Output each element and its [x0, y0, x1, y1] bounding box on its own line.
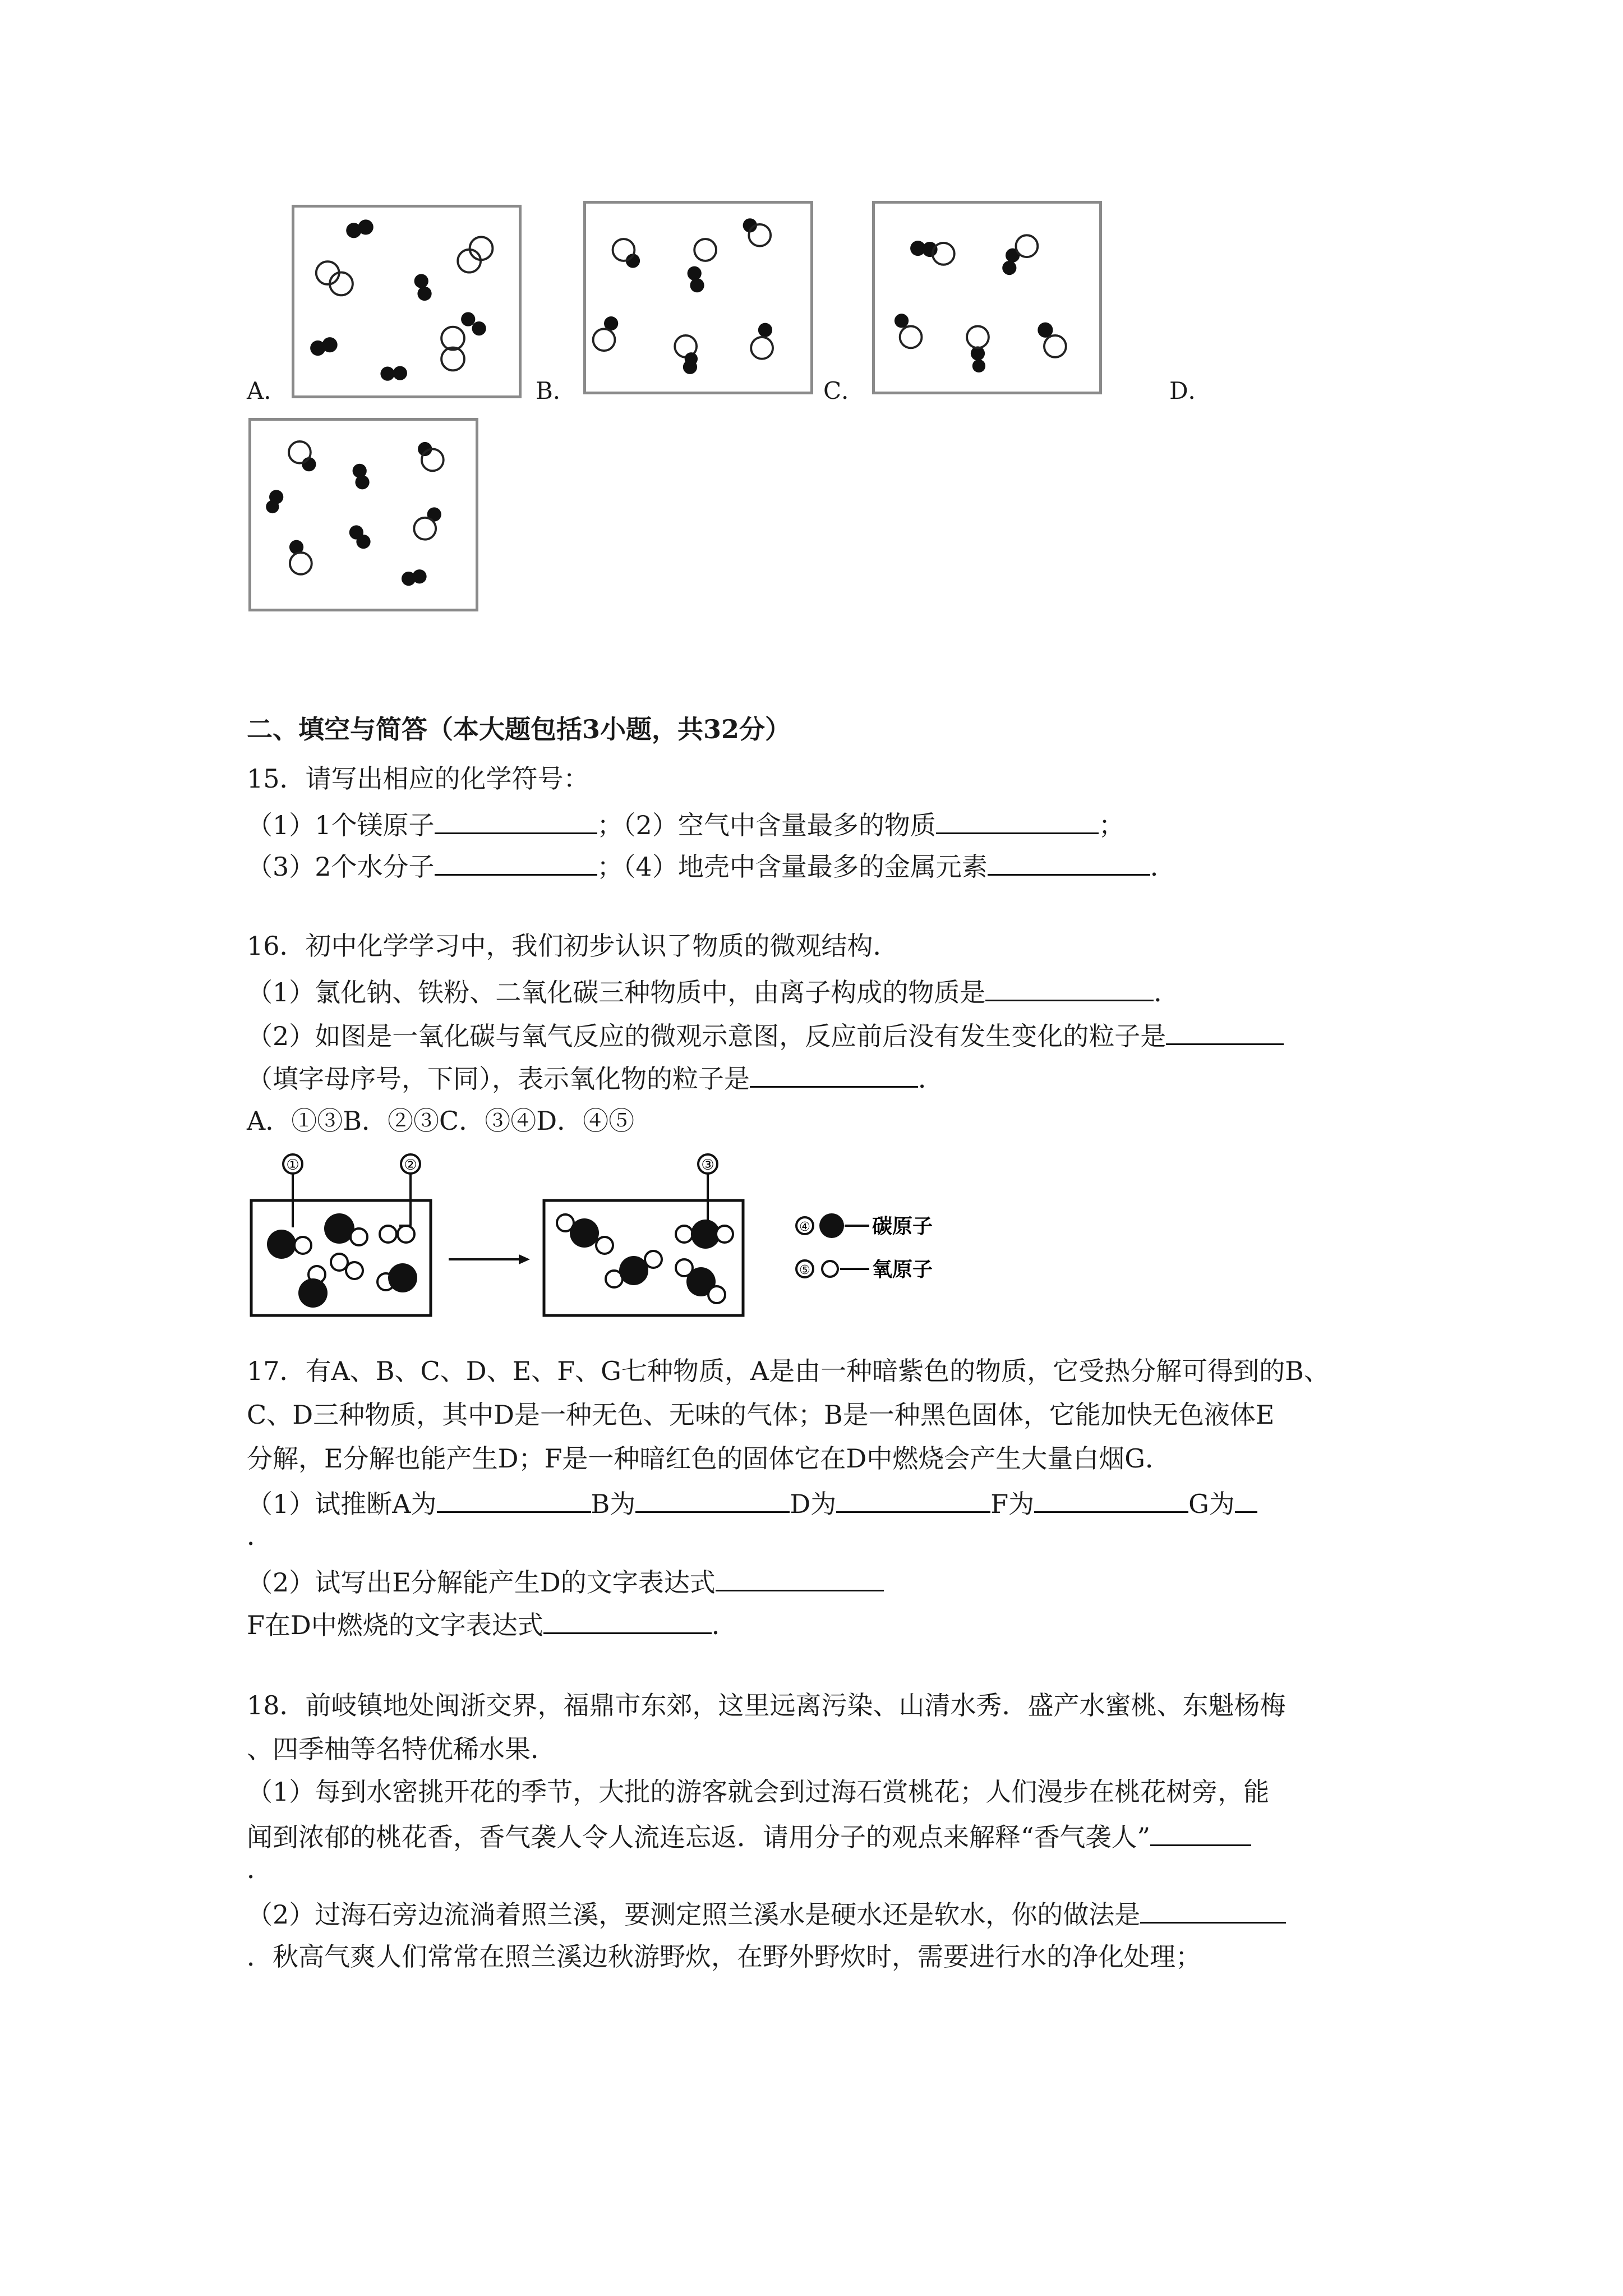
option-c-diagram	[872, 201, 1102, 394]
q15-sep2: ；	[597, 852, 623, 882]
q16-blank2[interactable]	[1166, 1016, 1284, 1045]
q17-p2b-end: ．	[711, 1610, 737, 1640]
q17-line2: C、D三种物质，其中D是一种无色、无味的气体；B是一种黑色固体，它能加快无色液体E	[247, 1400, 1275, 1430]
q17-p1c: D为	[790, 1489, 837, 1519]
q17-p1b: B为	[591, 1489, 636, 1519]
section-heading: 二、填空与简答（本大题包括3小题，共32分）	[247, 714, 791, 744]
q15-end1: ；	[1098, 810, 1124, 840]
q15-part1: （1）1个镁原子	[247, 810, 435, 840]
option-d-diagram	[248, 418, 478, 611]
legend-carbon-label: 碳原子	[872, 1215, 933, 1238]
q16-blank1[interactable]	[985, 973, 1154, 1001]
legend-4-number: ④	[799, 1220, 810, 1234]
label-1: ①	[286, 1157, 299, 1174]
q17-blank-e[interactable]	[716, 1563, 884, 1591]
q17-blank-b[interactable]	[635, 1484, 790, 1513]
q18-line3: （1）每到水密挑开花的季节，大批的游客就会到过海石赏桃花；人们漫步在桃花树旁，能	[247, 1777, 1270, 1807]
q15-part2: （2）空气中含量最多的物质	[623, 810, 936, 840]
q18-line6	[247, 1895, 1286, 1932]
q16-part1-text: （1）氯化钠、铁粉、二氧化碳三种物质中，由离子构成的物质是	[247, 977, 986, 1007]
q16-part1-end: ．	[1154, 977, 1180, 1007]
q15-blank1[interactable]	[435, 806, 597, 834]
q18-line2: 、四季柚等名特优稀水果．	[247, 1734, 556, 1764]
q15-blank2[interactable]	[936, 806, 1099, 834]
legend-oxygen-label: 氧原子	[872, 1258, 933, 1281]
q17-part2b	[247, 1605, 737, 1643]
q15-end2: ．	[1150, 852, 1176, 882]
q16-choices: A．①③B．②③C．③④D．④⑤	[247, 1106, 635, 1136]
label-2: ②	[404, 1157, 417, 1174]
option-b-label: B．	[536, 377, 577, 404]
q18-line1: 18．前岐镇地处闽浙交界，福鼎市东郊，这里远离污染、山清水秀．盛产水蜜桃、东魁杨梅	[247, 1690, 1286, 1720]
q17-p2b-text: F在D中燃烧的文字表达式	[247, 1610, 543, 1640]
q17-part1-end: ．	[247, 1521, 273, 1551]
option-a-diagram	[292, 205, 522, 398]
q18-line6-text: （2）过海石旁边流淌着照兰溪，要测定照兰溪水是硬水还是软水，你的做法是	[247, 1899, 1141, 1930]
q18-line5: ．	[247, 1854, 273, 1884]
option-a-label: A．	[247, 377, 288, 404]
q17-p1a: （1）试推断A为	[247, 1489, 437, 1519]
q17-blank-g[interactable]	[1235, 1484, 1257, 1513]
q16-part2	[247, 1016, 1284, 1054]
option-d-label: D．	[1169, 377, 1212, 404]
legend-5-number: ⑤	[799, 1263, 810, 1277]
reaction-diagram	[247, 1144, 993, 1318]
q17-part1	[247, 1484, 1257, 1522]
q16-blank3[interactable]	[750, 1059, 918, 1088]
label-3: ③	[701, 1157, 714, 1174]
q16-part2b-text: （填字母序号，下同），表示氧化物的粒子是	[247, 1064, 750, 1094]
q16-stem: 16．初中化学学习中，我们初步认识了物质的微观结构．	[247, 931, 899, 961]
q17-blank-a[interactable]	[437, 1484, 591, 1513]
q18-blank1[interactable]	[1150, 1818, 1251, 1846]
q17-p1e: G为	[1188, 1489, 1235, 1519]
option-b-diagram	[583, 201, 813, 394]
q18-blank2[interactable]	[1140, 1895, 1286, 1924]
q15-blank4[interactable]	[988, 847, 1150, 876]
q18-line4-text: 闻到浓郁的桃花香，香气袭人令人流连忘返．请用分子的观点来解释“香气袭人”	[247, 1822, 1151, 1852]
q17-line1: 17．有A、B、C、D、E、F、G七种物质，A是由一种暗紫色的物质，它受热分解可得到的B、	[247, 1356, 1330, 1386]
q18-line4	[247, 1818, 1251, 1855]
q17-blank-fd[interactable]	[543, 1605, 712, 1634]
option-c-label: C．	[823, 377, 865, 404]
q16-part2b	[247, 1059, 944, 1097]
q15-part4: （4）地壳中含量最多的金属元素	[623, 852, 988, 882]
q15-part3: （3）2个水分子	[247, 852, 435, 882]
q17-p2a-text: （2）试写出E分解能产生D的文字表达式	[247, 1567, 716, 1598]
q17-line3: 分解，E分解也能产生D；F是一种暗红色的固体它在D中燃烧会产生大量白烟G．	[247, 1443, 1172, 1474]
q15-sep1: ；	[597, 810, 623, 840]
q16-part1	[247, 973, 1179, 1010]
q15-row1	[247, 806, 1124, 843]
q15-blank3[interactable]	[435, 847, 597, 876]
q15-row2	[247, 847, 1176, 885]
q17-blank-f[interactable]	[1034, 1484, 1188, 1513]
q17-blank-d[interactable]	[836, 1484, 990, 1513]
q16-part2b-end: ．	[918, 1064, 944, 1094]
q17-p1d: F为	[990, 1489, 1035, 1519]
q15-stem: 15．请写出相应的化学符号：	[247, 763, 589, 794]
q17-part2a	[247, 1563, 884, 1600]
q16-part2-text: （2）如图是一氧化碳与氧气反应的微观示意图，反应前后没有发生变化的粒子是	[247, 1021, 1166, 1051]
q18-line7: ．秋高气爽人们常常在照兰溪边秋游野炊，在野外野炊时，需要进行水的净化处理；	[247, 1941, 1201, 1972]
